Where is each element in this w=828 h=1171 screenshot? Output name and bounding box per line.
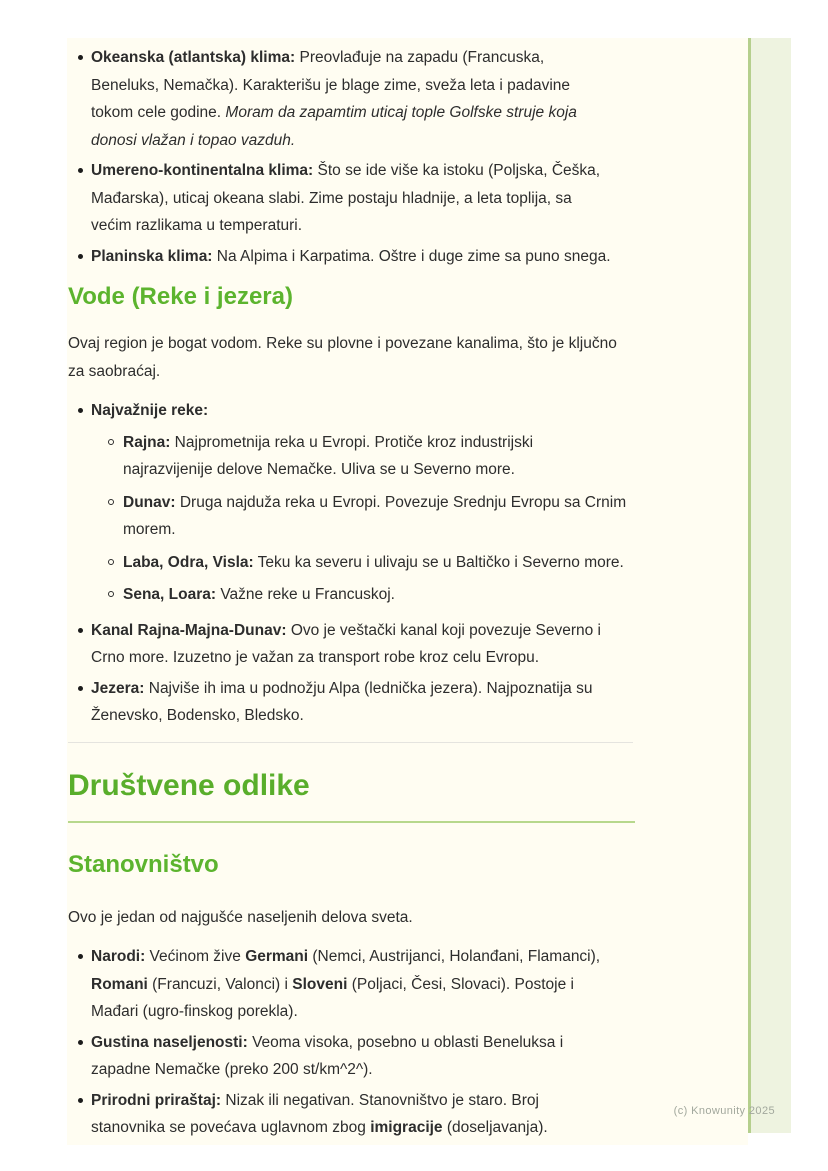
list-item-planinska-klima: [91, 243, 653, 271]
text-segment: Mađari (ugro-finskog porekla).: [91, 1003, 298, 1020]
watermark: (c) Knowunity 2025: [673, 1105, 775, 1117]
text-segment: tokom cele godine.: [91, 104, 226, 121]
list-item-gustina-naseljenosti: [91, 1029, 653, 1084]
subsection-heading-stanovnistvo: Stanovništvo: [68, 850, 219, 878]
text-segment: (doseljavanja).: [442, 1119, 548, 1136]
text-segment: Moram da zapamtim uticaj tople Golfske struje koja: [225, 104, 577, 121]
section-heading-vode: Vode (Reke i jezera): [68, 283, 293, 310]
water-list: [68, 397, 653, 730]
population-list: [68, 943, 653, 1142]
text-segment: Nizak ili negativan. Stanovništvo je staro. Broj: [221, 1091, 539, 1109]
water-intro-paragraph: [68, 330, 653, 385]
text-segment: Najprometnija reka u Evropi. Protiče kroz industrijski: [170, 433, 534, 451]
text-segment: (Nemci, Austrijanci, Holanđani, Flamanci),: [308, 948, 601, 965]
text-segment: Važne reke u Francuskoj.: [216, 586, 395, 603]
text-segment: Narodi:: [91, 948, 146, 965]
list-item-sena-loara: [123, 581, 653, 609]
section-heading-drustvene-odlike: Društvene odlike: [68, 768, 635, 823]
text-segment: (Francuzi, Valonci) i: [147, 975, 293, 993]
text-segment: Umereno-kontinentalna klima:: [91, 162, 314, 179]
text-segment: Veoma visoka, posebno u oblasti Beneluksa i: [247, 1033, 564, 1051]
text-segment: Većinom žive: [145, 948, 246, 965]
text-segment: morem.: [123, 521, 176, 538]
text-segment: Okeanska (atlantska) klima:: [91, 49, 296, 66]
text-segment: stanovnika se povećava uglavnom zbog: [91, 1119, 371, 1136]
text-segment: najrazvijenije delove Nemačke. Uliva se u Severno more.: [123, 461, 515, 478]
climate-list: [68, 44, 653, 270]
rivers-label: Najvažnije reke:: [91, 402, 209, 419]
list-item-rajna: [123, 429, 653, 484]
list-item-jezera: [91, 675, 653, 730]
section-divider: [68, 742, 633, 743]
text-segment: Sena, Loara:: [123, 586, 217, 603]
text-segment: Ovaj region je bogat vodom. Reke su plovne i povezane kanalima, što je ključno: [68, 335, 617, 352]
rivers-sublist: [91, 429, 653, 609]
text-segment: Što se ide više ka istoku (Poljska, Češka,: [313, 162, 601, 179]
text-segment: Ovo je veštački kanal koji povezuje Severno i: [286, 621, 601, 639]
text-segment: Druga najduža reka u Evropi. Povezuje Srednju Evropu sa Crnim: [175, 493, 627, 511]
page-edge-accent-band: [748, 38, 791, 1133]
social-intro-paragraph: Ovo je jedan od najgušće naseljenih delova sveta.: [68, 908, 413, 926]
text-segment: donosi vlažan i topao vazduh.: [91, 131, 296, 149]
text-segment: Rajna:: [123, 433, 171, 451]
text-segment: Na Alpima i Karpatima. Oštre i duge zime sa puno snega.: [212, 247, 611, 265]
text-segment: (Poljaci, Česi, Slovaci). Postoje i: [347, 975, 574, 993]
text-segment: Dunav:: [123, 493, 176, 511]
text-segment: Germani: [245, 948, 309, 965]
text-segment: većim razlikama u temperaturi.: [91, 217, 303, 234]
text-segment: Najviše ih ima u podnožju Alpa (lednička jezera). Najpoznatija su: [144, 679, 593, 697]
text-segment: Planinska klima:: [91, 247, 213, 265]
text-segment: za saobraćaj.: [68, 362, 161, 380]
text-segment: Prirodni priraštaj:: [91, 1091, 222, 1109]
list-item-okeanska-klima: [91, 44, 653, 154]
text-segment: Gustina naseljenosti:: [91, 1033, 248, 1051]
text-segment: Laba, Odra, Visla:: [123, 553, 254, 571]
list-item-laba-odra-visla: [123, 549, 653, 577]
text-segment: Preovlađuje na zapadu (Francuska,: [295, 49, 545, 66]
text-segment: Kanal Rajna-Majna-Dunav:: [91, 621, 287, 639]
text-segment: Ženevsko, Bodensko, Bledsko.: [91, 707, 304, 724]
list-item-kanal: [91, 617, 653, 672]
list-item-prirodni-prirastaj: [91, 1087, 653, 1142]
text-segment: Crno more. Izuzetno je važan za transport robe kroz celu Evropu.: [91, 649, 539, 666]
text-segment: Mađarska), uticaj okeana slabi. Zime postaju hladnije, a leta toplija, sa: [91, 189, 572, 207]
list-item-dunav: [123, 489, 653, 544]
text-segment: Teku ka severu i ulivaju se u Baltičko i Severno more.: [253, 553, 624, 571]
text-segment: Romani: [91, 975, 148, 993]
text-segment: Sloveni: [292, 975, 348, 993]
document-content: [68, 38, 653, 1145]
list-item-narodi: [91, 943, 653, 1026]
text-segment: zapadne Nemačke (preko 200 st/km^2^).: [91, 1061, 373, 1078]
list-item-najvaznije-reke: [91, 397, 653, 609]
list-item-umereno-kontinentalna-klima: [91, 157, 653, 240]
text-segment: Jezera:: [91, 679, 145, 697]
text-segment: Beneluks, Nemačka). Karakterišu je blage zime, sveža leta i padavine: [91, 76, 571, 94]
text-segment: imigracije: [370, 1119, 443, 1136]
